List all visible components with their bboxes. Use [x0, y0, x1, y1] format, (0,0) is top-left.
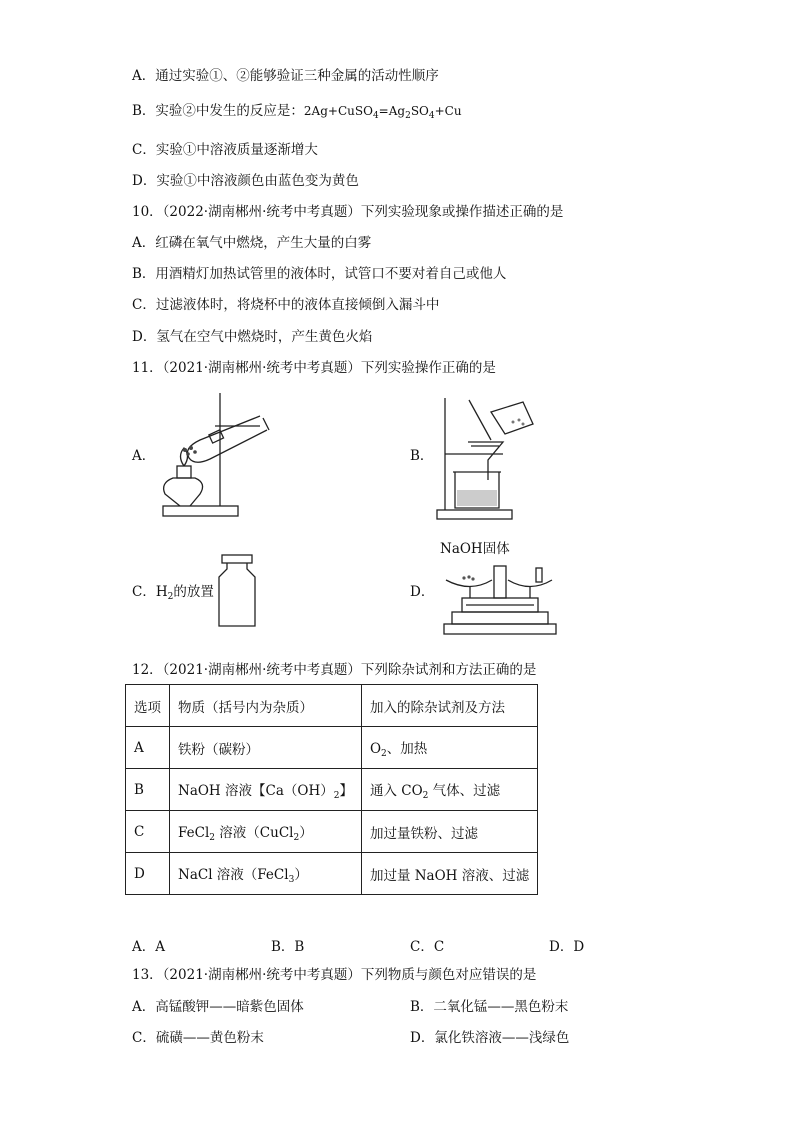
q13-stem: 13．（2021·湖南郴州·统考中考真题）下列物质与颜色对应错误的是 — [132, 967, 537, 983]
q11-label-a: A． — [132, 448, 156, 464]
balance-illustration — [440, 558, 560, 638]
q10-option-a: A．红磷在氧气中燃烧，产生大量的白雾 — [132, 235, 372, 251]
header-method: 加入的除杂试剂及方法 — [361, 685, 537, 727]
row-d-method: 加过量 NaOH 溶液、过滤 — [361, 853, 537, 895]
q9-option-c: C．实验①中溶液质量逐渐增大 — [132, 142, 318, 158]
table-row — [126, 727, 538, 769]
q12-answer-d: D．D — [549, 939, 585, 955]
purification-table — [125, 684, 538, 895]
q11-label-d: D． — [410, 584, 435, 600]
q9-option-d: D．实验①中溶液颜色由蓝色变为黄色 — [132, 173, 359, 189]
gas-bottle-illustration — [215, 553, 260, 630]
table-row — [126, 811, 538, 853]
filtration-illustration — [433, 392, 543, 522]
row-c-option: C — [126, 811, 170, 853]
q10-stem: 10．（2022·湖南郴州·统考中考真题）下列实验现象或操作描述正确的是 — [132, 204, 564, 220]
row-a-option: A — [126, 727, 170, 769]
q13-option-a: A．高锰酸钾——暗紫色固体 — [132, 999, 304, 1015]
row-a-method: $O_2$、加热 — [361, 727, 537, 769]
header-option: 选项 — [126, 685, 170, 727]
row-d-option: D — [126, 853, 170, 895]
row-d-substance: NaCl 溶液（FeCl$_3$） — [170, 853, 362, 895]
q9-option-b-prefix: B．实验②中发生的反应是： — [132, 103, 304, 119]
row-a-substance: 铁粉（碳粉） — [170, 727, 362, 769]
header-substance: 物质（括号内为杂质） — [170, 685, 362, 727]
q12-stem: 12．（2021·湖南郴州·统考中考真题）下列除杂试剂和方法正确的是 — [132, 662, 537, 678]
q10-option-c: C．过滤液体时，将烧杯中的液体直接倾倒入漏斗中 — [132, 297, 440, 313]
q9-option-a: A．通过实验①、②能够验证三种金属的活动性顺序 — [132, 68, 439, 84]
table-header-row — [126, 685, 538, 727]
q11-label-c: C．$H_2$的放置 — [132, 584, 214, 602]
q9-option-b-formula: $2Ag+CuSO_4=Ag_2SO_4+Cu$ — [303, 104, 462, 121]
q12-answer-a: A．A — [132, 939, 165, 955]
q13-option-c: C．硫磺——黄色粉末 — [132, 1030, 264, 1046]
q12-answer-c: C．C — [410, 939, 445, 955]
q9-option-b — [132, 102, 462, 125]
q10-option-d: D．氢气在空气中燃烧时，产生黄色火焰 — [132, 329, 373, 345]
q13-option-b: B．二氧化锰——黑色粉末 — [410, 999, 569, 1015]
row-c-substance: FeCl$_2$ 溶液（CuCl$_2$） — [170, 811, 362, 853]
row-b-option: B — [126, 769, 170, 811]
table-row — [126, 853, 538, 895]
heating-test-tube-illustration — [155, 388, 275, 523]
row-c-method: 加过量铁粉、过滤 — [361, 811, 537, 853]
naoh-caption: NaOH固体 — [440, 541, 510, 557]
q13-option-d: D．氯化铁溶液——浅绿色 — [410, 1030, 570, 1046]
row-b-substance: NaOH 溶液【$Ca(OH)_2$】 — [170, 769, 362, 811]
q11-label-b: B． — [410, 448, 434, 464]
q10-option-b: B．用酒精灯加热试管里的液体时，试管口不要对着自己或他人 — [132, 266, 507, 282]
row-b-method: 通入 $CO_2$ 气体、过滤 — [361, 769, 537, 811]
table-row — [126, 769, 538, 811]
q12-answer-b: B．B — [271, 939, 305, 955]
q11-stem: 11．（2021·湖南郴州·统考中考真题）下列实验操作正确的是 — [132, 360, 496, 376]
